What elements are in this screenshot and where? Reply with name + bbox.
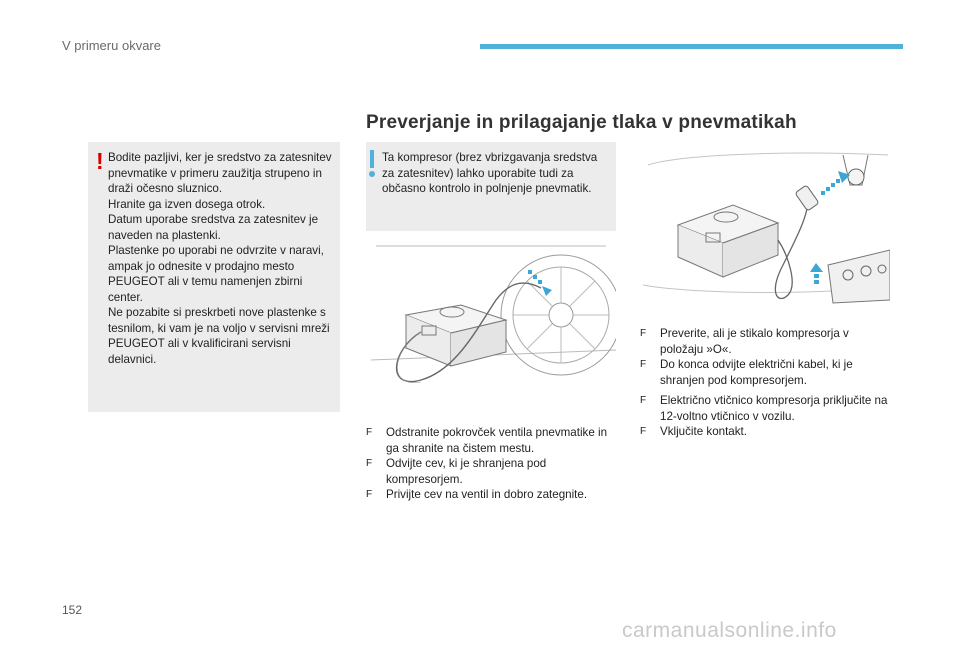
info-text: Ta kompresor (brez vbrizgavanja sredstva za zatesnitev) lahko uporabite tudi za občasno kontrolo in polnjenje pnevmatik.: [382, 151, 598, 195]
watermark: carmanualsonline.info: [622, 619, 837, 642]
list-item: [640, 326, 890, 357]
step-text: Odstranite pokrovček ventila pnevmatike in ga shranite na čistem mestu.: [386, 426, 608, 455]
list-item: [640, 357, 890, 388]
step-text: Privijte cev na ventil in dobro zategnite.: [386, 488, 588, 501]
steps-list-right-a: [640, 326, 890, 388]
step-text: Preverite, ali je stikalo kompresorja v položaju »O«.: [660, 327, 849, 356]
list-item: [366, 487, 618, 503]
step-text: Odvijte cev, ki je shranjena pod kompresorjem.: [386, 457, 547, 486]
page-heading: Preverjanje in prilagajanje tlaka v pnevmatikah: [366, 112, 797, 133]
step-text: Vključite kontakt.: [660, 425, 747, 438]
page-number: 152: [62, 603, 83, 617]
warning-paragraph: Ne pozabite si preskrbeti nove plastenke s tesnilom, ki vam je na voljo v servisni mreži PEUGEOT ali v kvalificirani servisni delavnici.: [108, 306, 330, 366]
steps-list-left: [366, 425, 618, 503]
info-icon-dot: [369, 171, 375, 177]
power-socket-illustration: [638, 145, 890, 305]
bullet-icon: F: [640, 426, 647, 437]
steps-list-right-b: [640, 393, 890, 440]
warning-text: [108, 150, 338, 367]
bullet-icon: F: [366, 458, 373, 469]
list-item: [366, 456, 618, 487]
warning-paragraph: Bodite pazljivi, ker je sredstvo za zatesnitev pnevmatike v primeru zaužitja strupeno in draži očesno sluznico.: [108, 151, 332, 195]
list-item: [366, 425, 618, 456]
warning-paragraph: Datum uporabe sredstva za zatesnitev je naveden na plastenki.: [108, 213, 319, 242]
step-text: Električno vtičnico kompresorja priključite na 12-voltno vtičnico v vozilu.: [660, 394, 888, 423]
step-text: Do konca odvijte električni kabel, ki je shranjen pod kompresorjem.: [660, 358, 853, 387]
bullet-icon: F: [366, 427, 373, 438]
exclamation-icon: !: [96, 148, 104, 174]
header-accent-bar: [480, 44, 903, 49]
list-item: [640, 393, 890, 424]
info-icon: [370, 150, 374, 168]
warning-paragraph: Hranite ga izven dosega otrok.: [108, 197, 266, 211]
bullet-icon: F: [640, 395, 647, 406]
warning-paragraph: Plastenke po uporabi ne odvrzite v naravi, ampak jo odnesite v prodajno mesto PEUGEOT ali v temu namenjen zbirni center.: [108, 244, 324, 304]
bullet-icon: F: [640, 359, 647, 370]
section-title: V primeru okvare: [62, 38, 161, 53]
compressor-tyre-illustration: [366, 240, 616, 405]
list-item: [640, 424, 890, 440]
bullet-icon: F: [640, 328, 647, 339]
bullet-icon: F: [366, 489, 373, 500]
